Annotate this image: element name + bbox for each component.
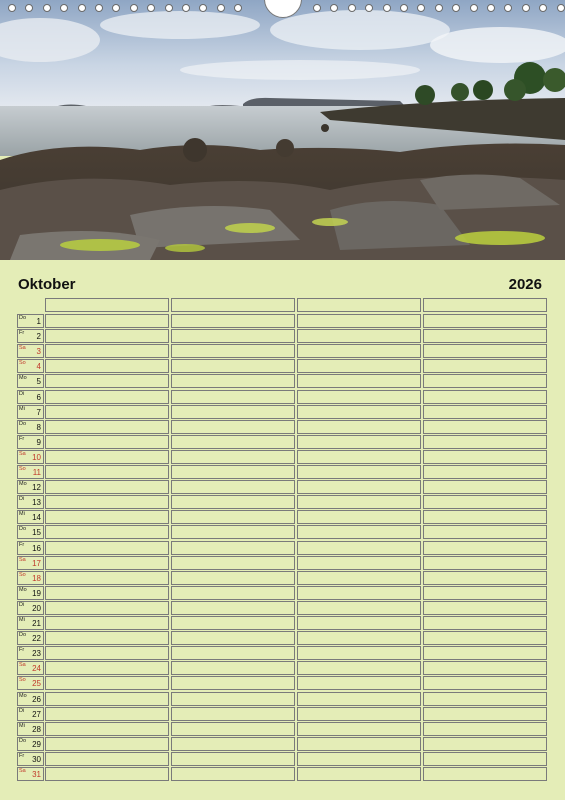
planner-cell[interactable] [45, 495, 169, 509]
day-number: 7 [36, 407, 41, 417]
calendar-row [17, 420, 548, 434]
day-number: 12 [32, 483, 41, 493]
planner-cell[interactable] [297, 480, 421, 494]
calendar-row [17, 571, 548, 585]
binding-hole [452, 4, 460, 12]
weekday-abbr: Sa [19, 662, 26, 669]
planner-cell[interactable] [171, 737, 295, 751]
weekday-abbr: Mi [19, 617, 25, 623]
day-number: 2 [36, 332, 41, 342]
calendar-row [17, 616, 548, 630]
calendar-row [17, 586, 548, 600]
planner-cell[interactable] [423, 631, 547, 645]
planner-cell[interactable] [423, 541, 547, 555]
calendar-row [17, 707, 548, 721]
binding-hole [165, 4, 173, 12]
planner-cell[interactable] [45, 420, 169, 434]
calendar-row [17, 510, 548, 524]
planner-cell[interactable] [423, 556, 547, 570]
planner-cell[interactable] [45, 601, 169, 615]
weekday-abbr: Fr [19, 435, 25, 442]
weekday-abbr: Di [19, 707, 25, 714]
day-number: 22 [32, 634, 41, 644]
planner-cell[interactable] [45, 374, 169, 388]
planner-cell[interactable] [45, 676, 169, 690]
calendar-row [17, 344, 548, 358]
binding-hole [217, 4, 225, 12]
weekday-abbr: Fr [19, 330, 25, 337]
planner-cell[interactable] [423, 405, 547, 419]
planner-cell[interactable] [45, 767, 169, 781]
calendar-row [17, 465, 548, 479]
day-label [17, 586, 44, 600]
planner-cell[interactable] [297, 646, 421, 660]
day-number: 8 [36, 422, 41, 432]
day-label [17, 359, 44, 373]
calendar-row [17, 495, 548, 509]
day-number: 31 [32, 770, 41, 779]
weekday-abbr: Mi [19, 405, 25, 412]
planner-cell[interactable] [171, 480, 295, 494]
calendar-row [17, 692, 548, 706]
planner-cell[interactable] [423, 586, 547, 600]
planner-cell[interactable] [45, 329, 169, 343]
day-number: 3 [36, 347, 41, 357]
planner-cell[interactable] [423, 390, 547, 404]
weekday-abbr: Di [19, 390, 25, 397]
planner-cell[interactable] [297, 541, 421, 555]
calendar-row [17, 405, 548, 419]
planner-cell[interactable] [45, 480, 169, 494]
calendar-row [17, 646, 548, 660]
day-label [17, 541, 44, 555]
planner-cell[interactable] [45, 465, 169, 479]
planner-cell[interactable] [45, 390, 169, 404]
day-label [17, 752, 44, 766]
day-label [17, 707, 44, 721]
weekday-abbr: Do [19, 526, 27, 533]
planner-cell[interactable] [297, 390, 421, 404]
planner-cell[interactable] [423, 767, 547, 781]
planner-cell[interactable] [297, 722, 421, 736]
binding-hole [539, 4, 547, 12]
planner-cell[interactable] [45, 661, 169, 675]
day-label [17, 480, 44, 494]
binding-hole [43, 4, 51, 12]
planner-cell[interactable] [171, 722, 295, 736]
calendar-row [17, 314, 548, 328]
photo-illustration [0, 0, 565, 260]
day-number: 6 [36, 392, 41, 402]
day-label [17, 435, 44, 449]
weekday-abbr: So [19, 677, 26, 684]
planner-cell[interactable] [423, 465, 547, 479]
day-number: 28 [32, 724, 41, 734]
calendar-row [17, 390, 548, 404]
planner-cell[interactable] [297, 435, 421, 449]
day-label [17, 737, 44, 751]
weekday-abbr: Sa [19, 450, 26, 457]
planner-cell[interactable] [423, 525, 547, 539]
planner-cell[interactable] [423, 692, 547, 706]
planner-cell[interactable] [45, 692, 169, 706]
day-number: 15 [32, 528, 41, 538]
day-number: 16 [32, 543, 41, 553]
binding-hole [147, 4, 155, 12]
day-label [17, 631, 44, 645]
day-number: 23 [32, 649, 41, 659]
planner-cell[interactable] [171, 676, 295, 690]
calendar-row [17, 722, 548, 736]
calendar-row [17, 556, 548, 570]
planner-column-header[interactable] [297, 298, 421, 312]
weekday-abbr: Di [19, 601, 25, 608]
binding-hole [95, 4, 103, 12]
month-title: Oktober [18, 276, 76, 293]
calendar-row [17, 435, 548, 449]
planner-cell[interactable] [297, 616, 421, 630]
day-label [17, 661, 44, 675]
day-label [17, 374, 44, 388]
day-label [17, 692, 44, 706]
planner-cell[interactable] [423, 601, 547, 615]
binding-hole [330, 4, 338, 12]
planner-column-header[interactable] [171, 298, 295, 312]
planner-cell[interactable] [45, 435, 169, 449]
planner-cell[interactable] [45, 722, 169, 736]
binding-hole [199, 4, 207, 12]
planner-cell[interactable] [423, 314, 547, 328]
planner-cell[interactable] [423, 344, 547, 358]
planner-cell[interactable] [423, 661, 547, 675]
day-label [17, 495, 44, 509]
weekday-abbr: So [19, 466, 26, 472]
day-number: 20 [32, 603, 41, 613]
weekday-abbr: Mi [19, 511, 25, 518]
calendar-row [17, 359, 548, 373]
planner-cell[interactable] [171, 405, 295, 419]
planner-cell[interactable] [423, 495, 547, 509]
day-number: 17 [32, 558, 41, 568]
day-label [17, 450, 44, 464]
planner-cell[interactable] [171, 556, 295, 570]
planner-cell[interactable] [297, 495, 421, 509]
planner-cell[interactable] [171, 631, 295, 645]
planner-cell[interactable] [297, 465, 421, 479]
binding-hole [470, 4, 478, 12]
weekday-abbr: Do [19, 737, 27, 744]
planner-cell[interactable] [45, 525, 169, 539]
planner-cell[interactable] [45, 344, 169, 358]
day-number: 27 [32, 709, 41, 719]
binding-hole [182, 4, 190, 12]
binding-hole [487, 4, 495, 12]
planner-column-header[interactable] [45, 298, 169, 312]
binding-hole [25, 4, 33, 12]
day-number: 30 [32, 754, 41, 764]
planner-cell[interactable] [423, 510, 547, 524]
planner-cell[interactable] [171, 374, 295, 388]
planner-cell[interactable] [297, 556, 421, 570]
day-number: 19 [32, 588, 41, 598]
planner-cell[interactable] [171, 661, 295, 675]
day-label [17, 420, 44, 434]
binding-hole [130, 4, 138, 12]
planner-cell[interactable] [171, 571, 295, 585]
planner-cell[interactable] [45, 510, 169, 524]
weekday-abbr: Mi [19, 722, 25, 729]
weekday-abbr: Sa [19, 556, 26, 563]
day-label [17, 390, 44, 404]
calendar-row [17, 329, 548, 343]
planner-cell[interactable] [171, 420, 295, 434]
calendar-row [17, 525, 548, 539]
binding-hole [78, 4, 86, 12]
planner-cell[interactable] [297, 374, 421, 388]
planner-cell[interactable] [423, 571, 547, 585]
weekday-abbr: Mo [19, 481, 27, 488]
planner-cell[interactable] [297, 752, 421, 766]
day-label [17, 510, 44, 524]
day-label [17, 722, 44, 736]
planner-cell[interactable] [45, 359, 169, 373]
day-label [17, 767, 44, 781]
day-number: 4 [36, 362, 41, 372]
year-title: 2026 [508, 276, 542, 293]
binding-hole [348, 4, 356, 12]
planner-cell[interactable] [297, 329, 421, 343]
weekday-abbr: Fr [19, 647, 25, 654]
calendar-row [17, 601, 548, 615]
day-label [17, 525, 44, 539]
planner-cell[interactable] [45, 737, 169, 751]
planner-cell[interactable] [297, 359, 421, 373]
planner-cell[interactable] [423, 737, 547, 751]
calendar-row [17, 676, 548, 690]
calendar-row [17, 631, 548, 645]
weekday-abbr: Mo [19, 586, 27, 593]
planner-cell[interactable] [297, 692, 421, 706]
planner-cell[interactable] [45, 314, 169, 328]
day-number: 13 [32, 498, 41, 508]
day-number: 29 [32, 739, 41, 749]
day-label [17, 314, 44, 328]
planner-cell[interactable] [171, 692, 295, 706]
binding-hole [234, 4, 242, 12]
binding-hole [435, 4, 443, 12]
calendar-row [17, 374, 548, 388]
planner-cell[interactable] [297, 405, 421, 419]
calendar-row [17, 450, 548, 464]
binding-hole [8, 4, 16, 12]
binding-hole [522, 4, 530, 12]
planner-cell[interactable] [171, 541, 295, 555]
planner-cell[interactable] [171, 435, 295, 449]
calendar-row [17, 661, 548, 675]
planner-cell[interactable] [297, 314, 421, 328]
day-number: 18 [32, 573, 41, 583]
planner-cell[interactable] [45, 646, 169, 660]
weekday-abbr: Do [19, 420, 27, 427]
planner-cell[interactable] [423, 722, 547, 736]
planner-cell[interactable] [171, 329, 295, 343]
planner-cell[interactable] [45, 541, 169, 555]
planner-cell[interactable] [297, 586, 421, 600]
planner-cell[interactable] [171, 314, 295, 328]
day-label [17, 329, 44, 343]
day-number: 5 [36, 377, 41, 387]
planner-cell[interactable] [423, 359, 547, 373]
planner-cell[interactable] [171, 616, 295, 630]
planner-cell[interactable] [423, 480, 547, 494]
planner-cell[interactable] [171, 450, 295, 464]
day-number: 21 [32, 619, 41, 628]
planner-cell[interactable] [423, 676, 547, 690]
planner-cell[interactable] [297, 601, 421, 615]
day-label [17, 571, 44, 585]
planner-cell[interactable] [297, 344, 421, 358]
planner-cell[interactable] [45, 631, 169, 645]
binding-hole [400, 4, 408, 12]
day-label [17, 646, 44, 660]
weekday-abbr: So [19, 571, 26, 578]
planner-cell[interactable] [171, 586, 295, 600]
day-number: 24 [32, 664, 41, 674]
weekday-abbr: Fr [19, 541, 25, 548]
planner-cell[interactable] [297, 450, 421, 464]
day-label [17, 616, 44, 630]
day-label [17, 676, 44, 690]
weekday-abbr: Sa [19, 345, 26, 352]
day-label [17, 465, 44, 479]
planner-cell[interactable] [423, 707, 547, 721]
binding-hole [365, 4, 373, 12]
day-number: 11 [32, 468, 41, 477]
planner-column-header[interactable] [423, 298, 547, 312]
planner-cell[interactable] [297, 676, 421, 690]
binding-hole [383, 4, 391, 12]
weekday-abbr: Fr [19, 752, 25, 759]
day-label [17, 556, 44, 570]
calendar-row [17, 480, 548, 494]
calendar-row [17, 767, 548, 781]
weekday-abbr: Do [19, 632, 27, 639]
weekday-abbr: Mo [19, 692, 27, 699]
planner-cell[interactable] [423, 435, 547, 449]
planner-cell[interactable] [45, 556, 169, 570]
planner-cell[interactable] [171, 752, 295, 766]
binding-hole [112, 4, 120, 12]
planner-cell[interactable] [171, 646, 295, 660]
planner-cell[interactable] [171, 601, 295, 615]
binding-hole [60, 4, 68, 12]
planner-cell[interactable] [297, 631, 421, 645]
planner-cell[interactable] [45, 405, 169, 419]
planner-cell[interactable] [297, 737, 421, 751]
calendar-row [17, 752, 548, 766]
planner-cell[interactable] [45, 586, 169, 600]
planner-cell[interactable] [171, 390, 295, 404]
weekday-abbr: Do [19, 315, 27, 321]
binding-hole [504, 4, 512, 12]
planner-cell[interactable] [297, 661, 421, 675]
planner-cell[interactable] [423, 752, 547, 766]
calendar-row [17, 737, 548, 751]
planner-cell[interactable] [45, 707, 169, 721]
weekday-abbr: So [19, 360, 26, 367]
day-label [17, 405, 44, 419]
weekday-abbr: Mo [19, 375, 27, 382]
day-label [17, 601, 44, 615]
planner-cell[interactable] [171, 359, 295, 373]
binding-hole [557, 4, 565, 12]
planner-cell[interactable] [171, 525, 295, 539]
planner-cell[interactable] [171, 465, 295, 479]
planner-cell[interactable] [297, 571, 421, 585]
planner-cell[interactable] [171, 495, 295, 509]
planner-cell[interactable] [423, 450, 547, 464]
calendar-row [17, 541, 548, 555]
coastal-landscape-photo [0, 0, 565, 260]
planner-cell[interactable] [297, 707, 421, 721]
day-number: 26 [32, 694, 41, 704]
planner-cell[interactable] [171, 344, 295, 358]
planner-cell[interactable] [45, 752, 169, 766]
planner-cell[interactable] [45, 450, 169, 464]
weekday-abbr: Di [19, 496, 25, 503]
planner-cell[interactable] [297, 420, 421, 434]
day-number: 14 [32, 513, 41, 523]
binding-hole [417, 4, 425, 12]
planner-cell[interactable] [45, 571, 169, 585]
weekday-abbr: Sa [19, 768, 26, 774]
day-number: 1 [36, 317, 41, 326]
planner-cell[interactable] [423, 646, 547, 660]
planner-cell[interactable] [423, 616, 547, 630]
planner-cell[interactable] [423, 420, 547, 434]
day-label [17, 344, 44, 358]
planner-cell[interactable] [171, 767, 295, 781]
planner-cell[interactable] [423, 374, 547, 388]
planner-cell[interactable] [297, 510, 421, 524]
planner-cell[interactable] [423, 329, 547, 343]
planner-cell[interactable] [45, 616, 169, 630]
planner-cell[interactable] [171, 707, 295, 721]
day-number: 10 [32, 452, 41, 462]
planner-cell[interactable] [171, 510, 295, 524]
day-number: 9 [36, 437, 41, 447]
planner-cell[interactable] [297, 525, 421, 539]
day-number: 25 [32, 679, 41, 689]
binding-hole [313, 4, 321, 12]
planner-cell[interactable] [297, 767, 421, 781]
